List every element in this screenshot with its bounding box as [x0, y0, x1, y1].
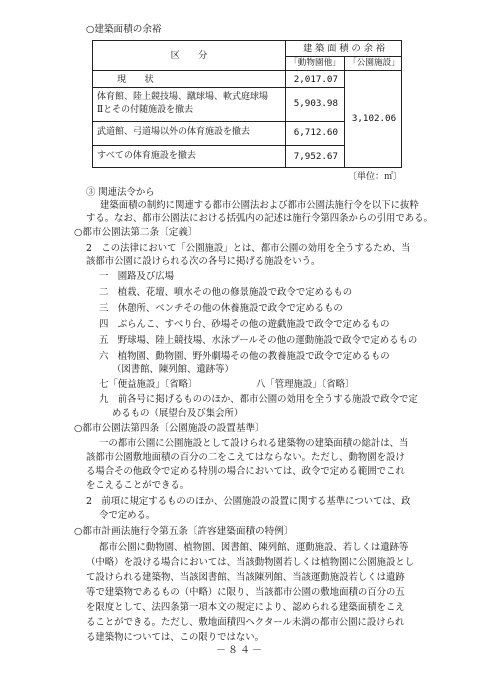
law-item: （図書館、陳列館、遺跡等） [112, 364, 234, 375]
table-divider [93, 87, 344, 88]
table-row-label: 現 状 [117, 74, 154, 85]
table-row-label: Ⅱとその付随施設を撤去 [97, 105, 194, 115]
table-divider [285, 56, 401, 57]
intro-line: 建築面積の制約に関連する都市公園法および都市公園法施行令を以下に抜粋 [100, 200, 419, 211]
law-article-4-text: 2 前項に規定するもののほか、公園施設の設置に関する基準については、政 [86, 496, 411, 507]
table-row-value: 6,712.60 [293, 127, 338, 138]
table-header-area: 建 築 面 積 の 余 裕 [303, 43, 385, 54]
table-divider [93, 70, 401, 71]
table-merged-value: 3,102.06 [351, 113, 397, 124]
law-item: 五 野球場、陸上競技場、水泳プールその他の運動施設で政令で定めるもの [99, 335, 418, 346]
table-row-value: 5,903.98 [293, 98, 338, 109]
table-row-value: 2,017.07 [293, 74, 338, 85]
law-article-4-text: をこえることができる。 [86, 480, 190, 491]
table-row-label: 武道館、弓道場以外の体育施設を撤去 [97, 127, 251, 137]
page-number: －８４－ [216, 645, 264, 656]
law-article-5-title: ○都市計画法施行令第五条〔許容建築面積の特例〕 [74, 526, 294, 537]
law-item: 二 植栽、花壇、噴水その他の修景施設で政令で定めるもの [99, 287, 353, 298]
law-article-5-text: （中略）を設ける場合においては、当該動物園若しくは植物園に公園施設とし [86, 557, 415, 568]
law-item-9: 九 前各号に掲げるもののほか、都市公園の効用を全うする施設で政令で定 [99, 394, 418, 405]
law-article-5-text: ることができる。ただし、敷地面積四ヘクタール未満の都市公園に設けられ [86, 617, 405, 628]
law-item: 三 休憩所、ベンチその他の休養施設で政令で定めるもの [99, 303, 343, 314]
law-article-5-text: て設けられる建築物、当該図書館、当該陳列館、当該運動施設若しくは遺跡 [86, 572, 405, 583]
law-article-5-text: を限度として、法四条第一項本文の規定により、認められる建築面積をこえ [86, 602, 405, 613]
law-heading: ③ 関連法令から [86, 187, 155, 198]
table-row-label: 体育館、陸上競技場、蹴球場、軟式庭球場 [97, 92, 269, 102]
law-article-4-text: 該都市公園敷地面積の百分の二をこえてはならない。ただし、動物園を設け [86, 452, 405, 463]
law-item: 六 植物園、動物園、野外劇場その他の教養施設で政令で定めるもの [99, 351, 390, 362]
law-item-8: 八「管理施設」〔省略〕 [256, 379, 355, 390]
law-article-2-text: 該都市公園に設けられる次の各号に掲げる施設をいう。 [86, 256, 321, 267]
law-article-4-text: る場合その他政令で定める特別の場合においては、政令で定める範囲でこれ [86, 466, 405, 477]
table-header-category: 区 分 [170, 50, 208, 61]
law-item-7: 七「便益施設」〔省略〕 [99, 379, 198, 390]
law-article-2-title: ○都市公園法第二条〔定義〕 [74, 227, 198, 238]
table-row-label: すべての体育施設を撤去 [97, 151, 196, 161]
law-item: 一 園路及び広場 [99, 271, 175, 282]
law-article-4-text: 令で定める。 [99, 510, 156, 521]
law-article-5-text: る建築物については、この限りではない。 [86, 632, 264, 643]
section-title: ○建築面積の余裕 [86, 24, 162, 35]
law-article-4-text: 一の都市公園に公園施設として設けられる建築物の建築面積の総計は、当 [99, 438, 409, 449]
table-subheader-facility: 「公園施設」 [348, 58, 400, 68]
table-subheader-zoo: 「動物園他」 [289, 58, 341, 68]
law-article-4-title: ○都市公園法第四条〔公園施設の設置基準〕 [74, 423, 265, 434]
table-divider [344, 56, 345, 167]
law-item-9: めるもの（展望台及び集会所） [112, 408, 244, 419]
law-item: 四 ぶらんこ、すべり台、砂場その他の遊戯施設で政令で定めるもの [99, 319, 390, 330]
law-article-2-text: 2 この法律において「公園施設」とは、都市公園の効用を全うするため、当 [86, 243, 411, 254]
law-article-5-text: 等で建築物であるもの（中略）に限り、当該都市公園の敷地面積の百分の五 [86, 587, 405, 598]
table-divider [93, 145, 344, 146]
unit-note: 〔単位：㎡〕 [347, 172, 402, 182]
table-row-value: 7,952.67 [293, 151, 338, 162]
intro-line: する。なお、都市公園法における括弧内の記述は施行令第四条からの引用である。 [86, 213, 433, 224]
law-article-5-text: 都市公園に動物園、植物園、図書館、陳列館、運動施設、若しくは遺跡等 [99, 542, 409, 553]
table-divider [93, 121, 344, 122]
building-area-table [92, 40, 402, 168]
